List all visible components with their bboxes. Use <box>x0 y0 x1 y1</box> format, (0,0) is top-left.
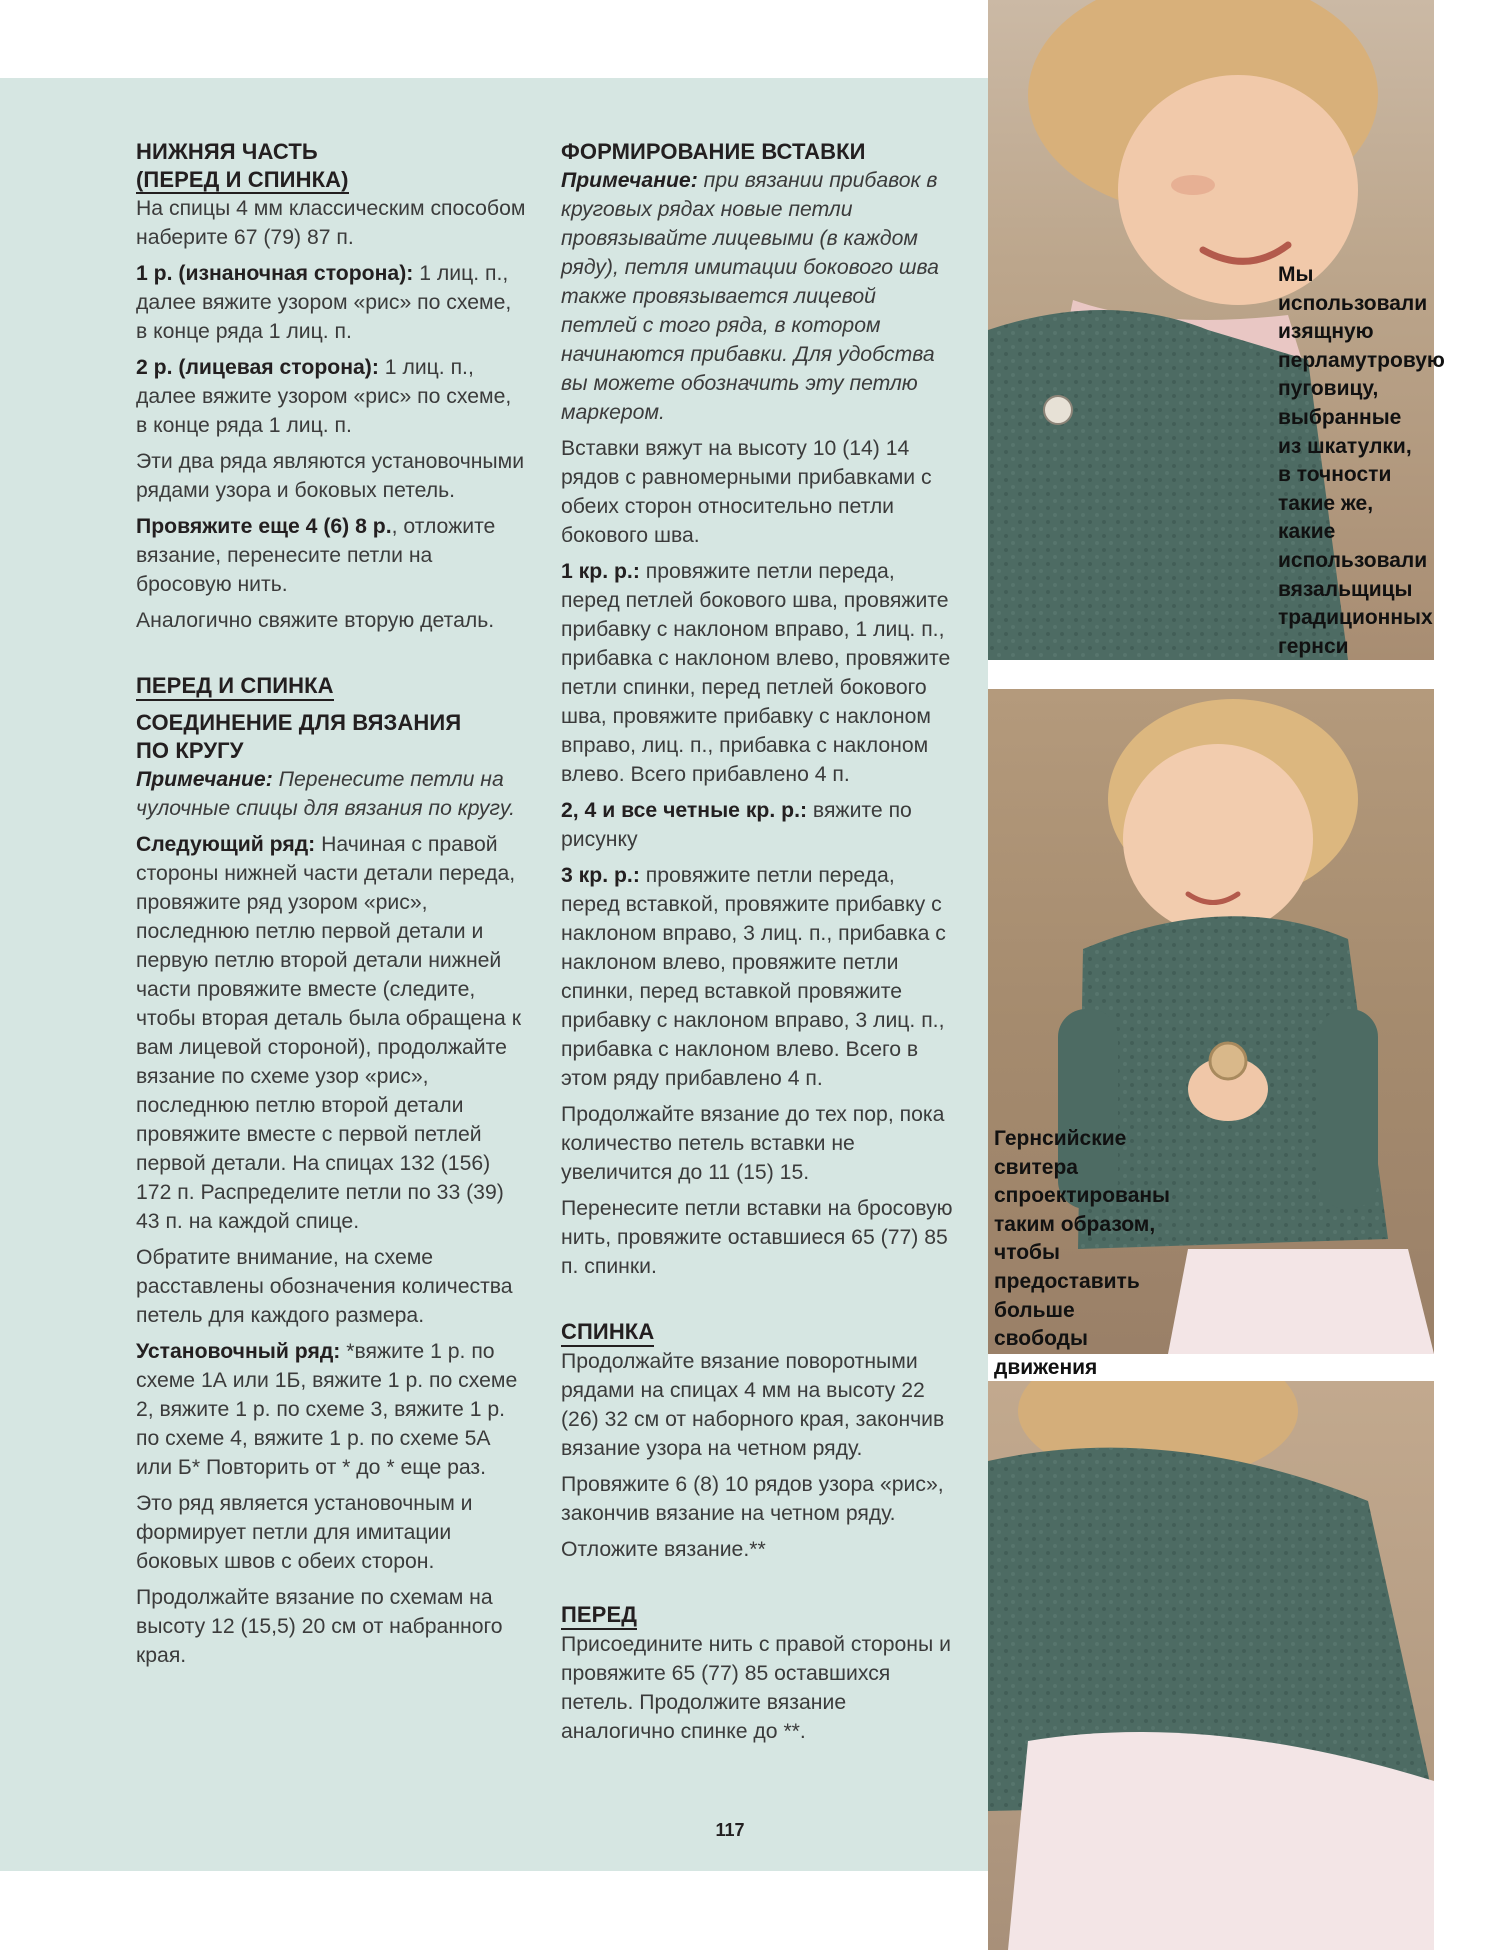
paragraph: Перенесите петли вставки на бросовую нить, провяжите оставшиеся 65 (77) 85 п. спинки. <box>561 1197 953 1278</box>
paragraph <box>136 512 528 599</box>
paragraph: Это ряд является установочным и формирует петли для имитации боковых швов с обеих сторон. <box>136 1492 473 1573</box>
photo-caption-button: Мы использовали изящную перламутровую пуговицу, выбранные из шкатулки, в точности такие же, какие использовали вязальщицы традиционных гернси <box>1278 263 1445 658</box>
row-label: Следующий ряд: <box>136 833 316 856</box>
note-text: при вязании прибавок в круговых рядах новые петли провязывайте лицевыми (в каждом ряду), петля имитации бокового шва также провязывается лицевой петлей с того ряда, в котором начинаются прибавки. Для удобства вы можете обозначить эту петлю маркером. <box>561 169 939 424</box>
paragraph <box>136 353 528 440</box>
section-title-line: НИЖНЯЯ ЧАСТЬ <box>136 139 318 164</box>
note <box>136 765 528 823</box>
row-label: Установочный ряд: <box>136 1340 341 1363</box>
row-text: Начиная с правой стороны нижней части детали переда, провяжите ряд узором «рис», последнюю петлю первой детали и первую петлю второй детали нижней части провяжите вместе (следите, чтобы вторая деталь была обращена к вам лицевой стороной), продолжайте вязание по схеме узор «рис», последнюю петлю второй детали провяжите вместе с первой петлей первой детали. На спицах 132 (156) 172 п. Распределите петли по 33 (39) 43 п. на каждой спице. <box>136 833 521 1233</box>
row-text: вяжите по рисунку <box>561 799 912 851</box>
paragraph: Обратите внимание, на схеме расставлены обозначения количества петель для каждого размера. <box>136 1246 513 1327</box>
note-label: Примечание: <box>561 169 698 192</box>
paragraph: Аналогично свяжите вторую деталь. <box>136 609 495 632</box>
note <box>561 166 953 427</box>
paragraph: Провяжите 6 (8) 10 рядов узора «рис», закончив вязание на четном ряду. <box>561 1473 944 1525</box>
note-label: Примечание: <box>136 768 273 791</box>
paragraph: Отложите вязание.** <box>561 1538 766 1561</box>
page-number: 117 <box>715 1820 745 1840</box>
paragraph: На спицы 4 мм классическим способом наберите 67 (79) 87 п. <box>136 197 526 249</box>
paragraph: Продолжайте вязание по схемам на высоту 12 (15,5) 20 см от набранного края. <box>136 1586 503 1667</box>
row-label: 1 кр. р.: <box>561 560 640 583</box>
paragraph <box>136 259 528 346</box>
row-label: 1 р. (изнаночная сторона): <box>136 262 414 285</box>
row-text: провяжите петли переда, перед петлей бокового шва, провяжите прибавку с наклоном вправо, 1 лиц. п., прибавка с наклоном влево, провяжите петли спинки, перед петлей бокового шва, провяжите прибавку с наклоном вправо, лиц. п., прибавка с наклоном влево. Всего прибавлено 4 п. <box>561 560 951 786</box>
left-column <box>136 138 528 1677</box>
row-text: , отложите вязание, перенесите петли на бросовую нить. <box>136 515 496 596</box>
photo-child-crouching <box>988 1381 1434 1950</box>
paragraph: Продолжайте вязание до тех пор, пока количество петель вставки не увеличится до 11 (15) 15. <box>561 1103 945 1184</box>
row-text: *вяжите 1 р. по схеме 1А или 1Б, вяжите 1 р. по схеме 2, вяжите 1 р. по схеме 3, вяжите 1 р. по схеме 4, вяжите 1 р. по схеме 5А или Б* Повторить от * до * еще раз. <box>136 1340 518 1479</box>
paragraph <box>136 830 528 1236</box>
row-text: провяжите петли переда, перед вставкой, провяжите прибавку с наклоном вправо, 3 лиц. п., прибавка с наклоном влево, провяжите петли спинки, перед вставкой провяжите прибавку с наклоном вправо, 3 лиц. п., прибавка с наклоном влево. Всего в этом ряду прибавлено 4 п. <box>561 864 946 1090</box>
row-text: 1 лиц. п., далее вяжите узором «рис» по схеме, в конце ряда 1 лиц. п. <box>136 262 512 343</box>
section-title-front: ПЕРЕД <box>561 1602 637 1630</box>
note-text: Перенесите петли на чулочные спицы для вязания по кругу. <box>136 768 515 820</box>
paragraph <box>561 796 953 854</box>
section-title-insert: ФОРМИРОВАНИЕ ВСТАВКИ <box>561 139 866 164</box>
section-title-back: СПИНКА <box>561 1319 654 1347</box>
row-label: 3 кр. р.: <box>561 864 640 887</box>
section-title-line: СОЕДИНЕНИЕ ДЛЯ ВЯЗАНИЯ <box>136 710 462 735</box>
section-title-line: ПО КРУГУ <box>136 738 244 763</box>
middle-column <box>561 138 953 1753</box>
photo-illustration <box>988 1381 1434 1950</box>
paragraph: Продолжайте вязание поворотными рядами на спицах 4 мм на высоту 22 (26) 32 см от наборного края, закончив вязание узора на четном ряду. <box>561 1350 945 1460</box>
row-label: Провяжите еще 4 (6) 8 р. <box>136 515 392 538</box>
paragraph <box>136 1337 528 1482</box>
row-label: 2, 4 и все четные кр. р.: <box>561 799 808 822</box>
row-text: 1 лиц. п., далее вяжите узором «рис» по схеме, в конце ряда 1 лиц. п. <box>136 356 512 437</box>
section-title-line: (ПЕРЕД И СПИНКА) <box>136 167 349 192</box>
paragraph: Вставки вяжут на высоту 10 (14) 14 рядов с равномерными прибавками с обеих сторон относительно петли бокового шва. <box>561 437 932 547</box>
photo-caption-guernsey: Гернсийские свитера спроектированы таким образом, чтобы предоставить больше свободы движения <box>994 1127 1170 1379</box>
paragraph <box>561 557 953 789</box>
section-title-lower-part <box>136 138 528 194</box>
paragraph: Присоедините нить с правой стороны и провяжите 65 (77) 85 оставшихся петель. Продолжите вязание аналогично спинке до **. <box>561 1633 951 1743</box>
paragraph <box>561 861 953 1093</box>
paragraph: Эти два ряда являются установочными рядами узора и боковых петель. <box>136 450 525 502</box>
section-title-front-back: ПЕРЕД И СПИНКА <box>136 673 334 701</box>
row-label: 2 р. (лицевая сторона): <box>136 356 379 379</box>
section-title-joining <box>136 709 528 765</box>
